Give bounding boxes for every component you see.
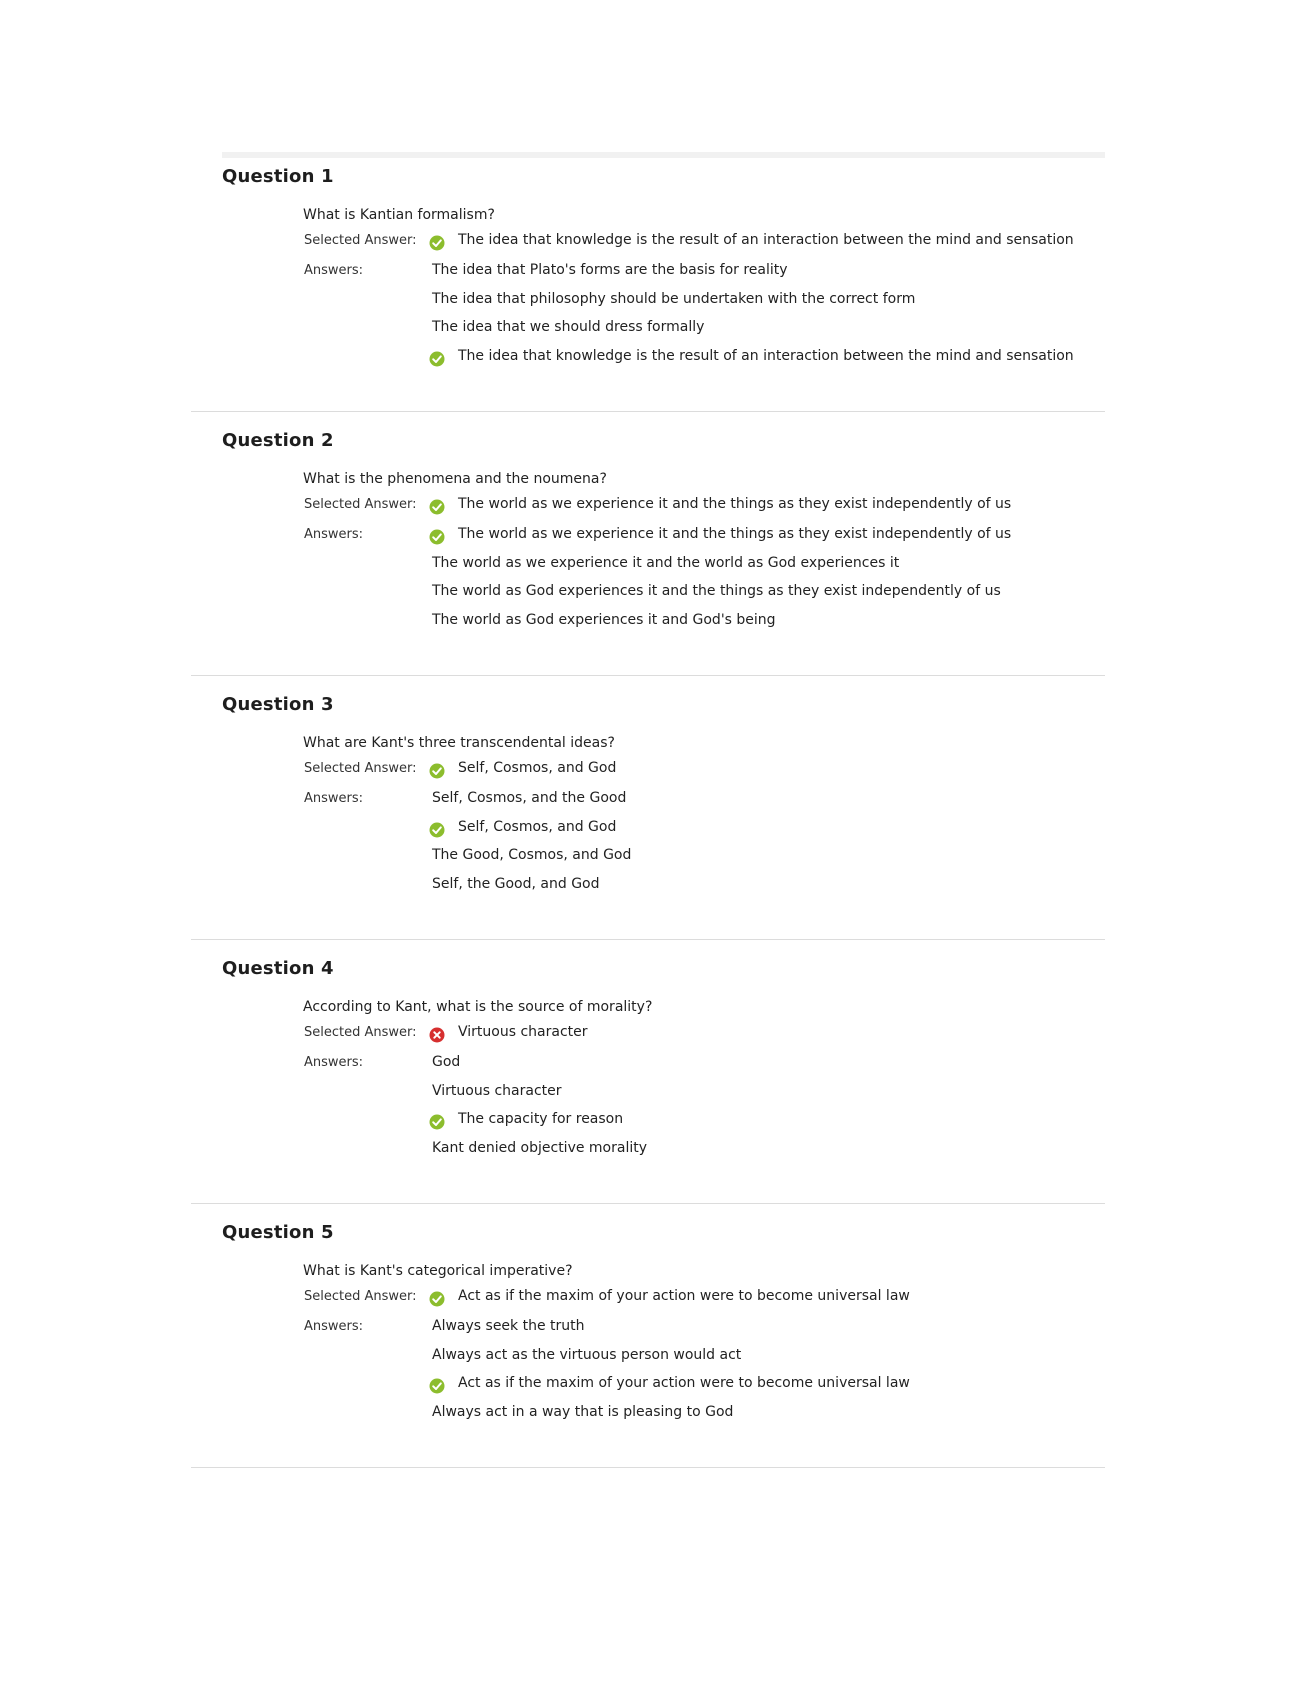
question-text: What is Kant's categorical imperative? [303,1263,573,1279]
question-block [0,430,1306,694]
correct-check-icon [429,529,445,545]
answer-option [0,291,1306,315]
answer-text: The world as we experience it and the things as they exist independently of us [458,496,1012,512]
selected-answer-label: Selected Answer: [304,1025,417,1040]
answer-option [0,819,1306,843]
question-text: What is Kantian formalism? [303,207,495,223]
answer-option [0,790,1306,814]
answer-option [0,1054,1306,1078]
answer-text: Virtuous character [458,1024,588,1040]
answer-text: Always act in a way that is pleasing to God [432,1404,734,1420]
answer-text: The world as we experience it and the things as they exist independently of us [458,526,1012,542]
selected-answer-label: Selected Answer: [304,1289,417,1304]
selected-answer-row [0,496,1306,520]
answers-label: Answers: [304,527,364,542]
correct-check-icon [429,235,445,251]
answer-text: Act as if the maxim of your action were to become universal law [458,1375,910,1391]
correct-check-icon [429,1114,445,1130]
correct-check-icon [429,1291,445,1307]
answer-text: Act as if the maxim of your action were to become universal law [458,1288,910,1304]
answer-option [0,555,1306,579]
selected-answer-label: Selected Answer: [304,761,417,776]
selected-answer-label: Selected Answer: [304,233,417,248]
question-title: Question 2 [222,430,334,451]
answer-text: Self, Cosmos, and the Good [432,790,627,806]
selected-answer-row [0,232,1306,256]
answer-text: Virtuous character [432,1083,562,1099]
correct-check-icon [429,351,445,367]
answer-option [0,612,1306,636]
answer-option [0,1404,1306,1428]
question-divider [191,411,1105,412]
answer-option [0,526,1306,550]
answer-option [0,583,1306,607]
answer-option [0,262,1306,286]
answer-text: The world as God experiences it and the things as they exist independently of us [432,583,1001,599]
correct-check-icon [429,763,445,779]
correct-check-icon [429,822,445,838]
answer-text: God [432,1054,461,1070]
answer-text: The Good, Cosmos, and God [432,847,632,863]
answer-option [0,876,1306,900]
answer-text: Self, Cosmos, and God [458,819,617,835]
question-divider [191,675,1105,676]
answer-option [0,1375,1306,1399]
question-block [0,694,1306,958]
question-text: What are Kant's three transcendental ideas? [303,735,615,751]
question-divider [191,939,1105,940]
answer-text: Self, the Good, and God [432,876,600,892]
selected-answer-row [0,1024,1306,1048]
incorrect-x-icon [429,1027,445,1043]
question-divider [191,1467,1105,1468]
question-block [0,166,1306,430]
answer-text: The idea that knowledge is the result of an interaction between the mind and sensation [458,232,1074,248]
question-block [0,958,1306,1222]
answer-text: The idea that philosophy should be undertaken with the correct form [432,291,916,307]
answer-text: The idea that Plato's forms are the basis for reality [432,262,788,278]
answer-option [0,1111,1306,1135]
answer-text: Always seek the truth [432,1318,585,1334]
question-text: According to Kant, what is the source of morality? [303,999,653,1015]
answers-label: Answers: [304,1055,364,1070]
answers-label: Answers: [304,791,364,806]
question-title: Question 3 [222,694,334,715]
question-divider [191,1203,1105,1204]
selected-answer-label: Selected Answer: [304,497,417,512]
answer-option [0,319,1306,343]
answer-text: The idea that we should dress formally [432,319,705,335]
answer-option [0,348,1306,372]
question-block [0,1222,1306,1486]
answer-text: The capacity for reason [458,1111,624,1127]
correct-check-icon [429,499,445,515]
answer-option [0,847,1306,871]
answer-text: The world as God experiences it and God's being [432,612,776,628]
answer-text: The idea that knowledge is the result of an interaction between the mind and sensation [458,348,1074,364]
question-text: What is the phenomena and the noumena? [303,471,607,487]
answers-label: Answers: [304,1319,364,1334]
question-title: Question 1 [222,166,334,187]
answers-label: Answers: [304,263,364,278]
correct-check-icon [429,1378,445,1394]
answer-option [0,1318,1306,1342]
question-title: Question 4 [222,958,334,979]
answer-text: Always act as the virtuous person would act [432,1347,742,1363]
answer-text: Self, Cosmos, and God [458,760,617,776]
answer-text: The world as we experience it and the world as God experiences it [432,555,900,571]
answer-text: Kant denied objective morality [432,1140,648,1156]
answer-option [0,1083,1306,1107]
selected-answer-row [0,760,1306,784]
selected-answer-row [0,1288,1306,1312]
question-title: Question 5 [222,1222,334,1243]
answer-option [0,1140,1306,1164]
top-divider [222,152,1105,158]
answer-option [0,1347,1306,1371]
